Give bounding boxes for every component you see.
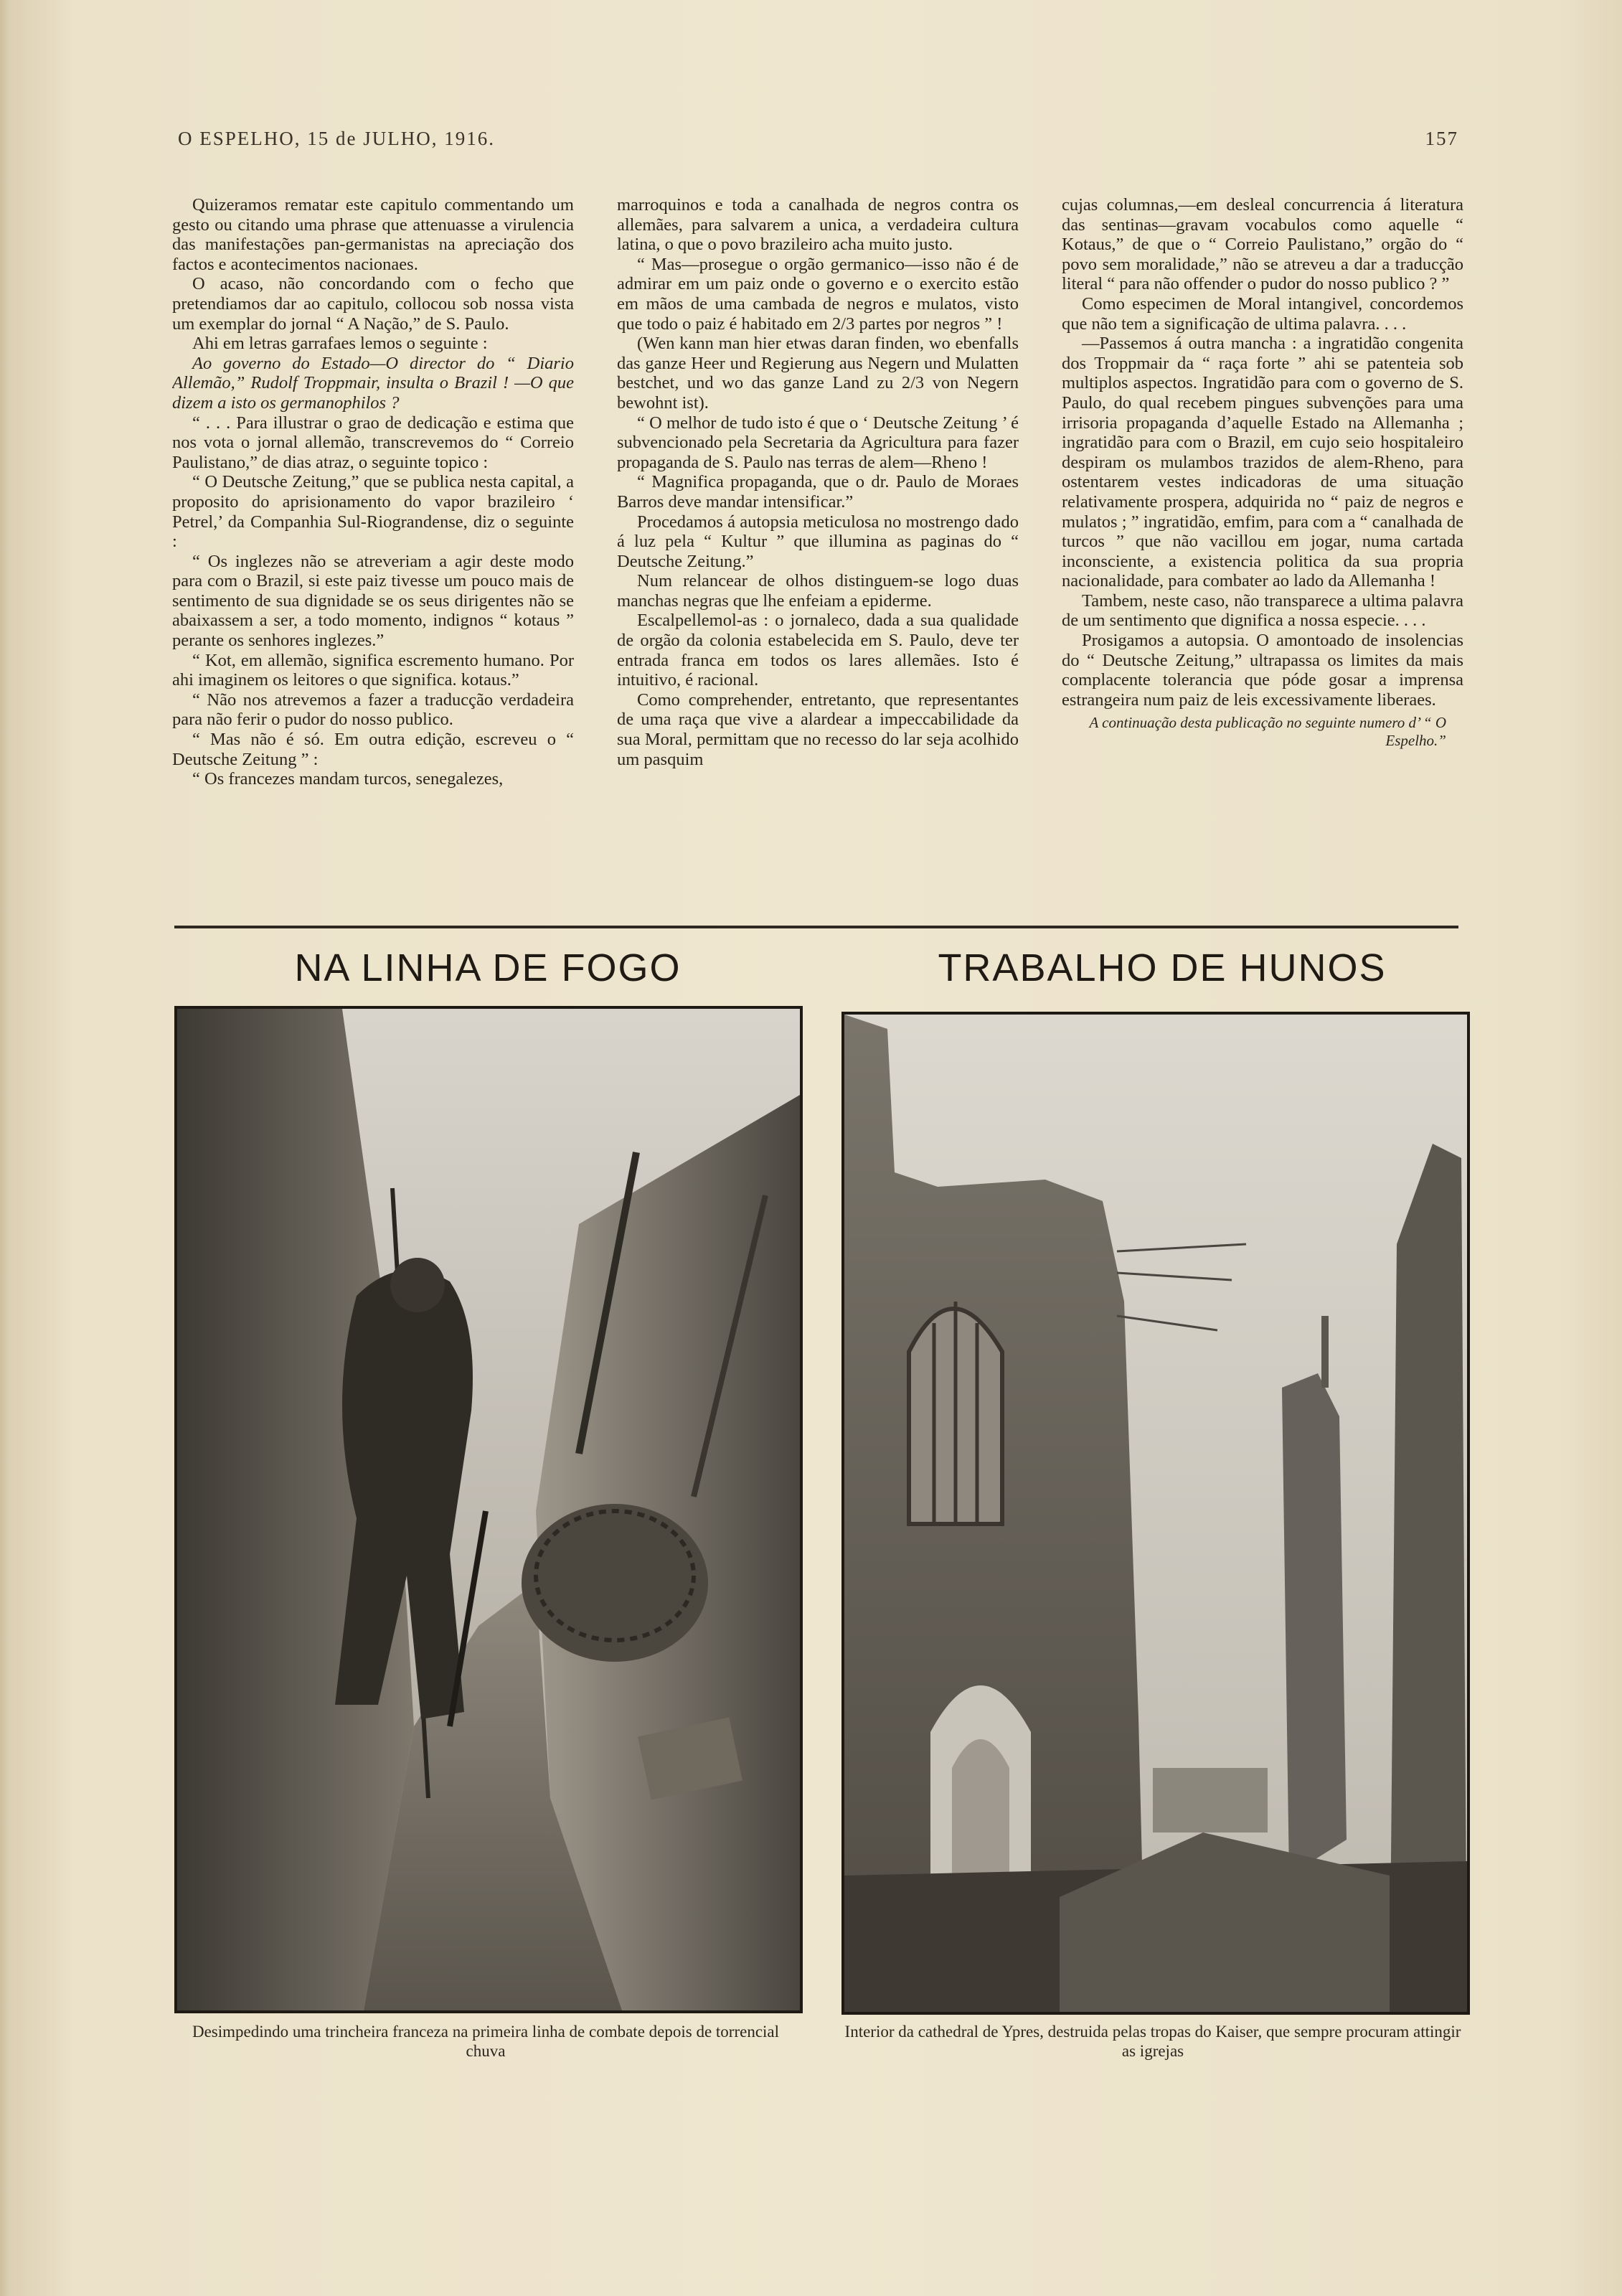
article-paragraph: “ Os francezes mandam turcos, senegalezes, [192,769,504,789]
article-paragraph: “ Kot, em allemão, significa escremento humano. Por ahi imaginem os leitores o que significa. kotaus.” [172,650,574,690]
section-divider-rule [174,926,1458,928]
cathedral-photo-image [844,1015,1467,2012]
article-paragraph: “ Os inglezes não se atreveriam a agir deste modo para com o Brazil, si este paiz tivesse um pouco mais de sentimento de sua dignidade se os seus dirigentes não se abaixassem a ser, a todo momento, indignos “ kotaus ” perante os senhores inglezes.” [172,551,574,651]
article-paragraph: “ Não nos atrevemos a fazer a traducção verdadeira para não ferir o pudor do nosso publico. [172,690,574,730]
right-photo-headline: TRABALHO DE HUNOS [938,946,1387,989]
article-paragraph: (Wen kann man hier etwas daran finden, wo ebenfalls das ganze Heer und Regierung aus Negern und Mulatten bestchet, und wo das ganze Land zu 2/3 von Negern bewohnt ist). [617,334,1019,413]
article-paragraph: “ O melhor de tudo isto é que o ‘ Deutsche Zeitung ’ é subvencionado pela Secretaria da Agricultura para fazer propaganda de S. Paulo nas terras de alem—Rheno ! [617,413,1019,472]
article-paragraph: “ Magnifica propaganda, que o dr. Paulo de Moraes Barros deve mandar intensificar.” [617,472,1019,512]
article-paragraph: Tambem, neste caso, não transparece a ultima palavra de um sentimento que dignifica a nossa especie. . . . [1062,591,1463,631]
article-paragraph: Num relancear de olhos distinguem-se logo duas manchas negras que lhe enfeiam a epiderme. [617,571,1019,611]
article-paragraph: “ O Deutsche Zeitung,” que se publica nesta capital, a proposito do aprisionamento do vapor brazileiro ‘ Petrel,’ da Companhia Sul-Riograndense, diz o seguinte : [172,472,574,552]
publication-date-line: O ESPELHO, 15 de JULHO, 1916. [178,128,495,149]
page-number: 157 [1425,128,1458,149]
trench-photograph [174,1006,803,2013]
article-paragraph: Procedamos á autopsia meticulosa no mostrengo dado á luz pela “ Kultur ” que illumina as paginas do “ Deutsche Zeitung.” [617,512,1019,571]
article-paragraph: “ . . . Para illustrar o grao de dedicação e estima que nos vota o jornal allemão, transcrevemos do “ Correio Paulistano,” de dias atraz, o seguinte topico : [172,413,574,472]
right-photo-caption: Interior da cathedral de Ypres, destruida pelas tropas do Kaiser, que sempre procuram attingir as igrejas [844,2023,1461,2060]
article-columns [172,195,1463,905]
article-paragraph: —Passemos á outra mancha : a ingratidão congenita dos Troppmair da “ raça forte ” ahi se patenteia sob multiplos aspectos. Ingratidão para com o governo de S. Paulo, do qual recebem pingues subvenções para uma irrisoria propaganda d’aquelle Estado na Allemanha ; ingratidão para com o Brazil, em cujo seio hospitaleiro despiram os mulambos trazidos de alem-Rheno, para ostentarem vestes indicadoras de uma situação relativamente prospera, adquirida no “ paiz de negros e mulatos ; ” ingratidão, emfim, para com a “ canalhada de turcos ” que não vacillou em jogar, numa cartada inconsciente, a existencia politica da sua propria nacionalidade, para combater ao lado da Allemanha ! [1062,334,1463,591]
cathedral-ruins-photograph [841,1012,1470,2015]
article-paragraph: Como comprehender, entretanto, que representantes de uma raça que vive a alardear a impeccabilidade da sua Moral, permittam que no recesso do lar seja acolhido um pasquim [617,690,1019,769]
left-photo-headline: NA LINHA DE FOGO [294,946,682,989]
article-paragraph: Escalpellemol-as : o jornaleco, dada a sua qualidade de orgão da colonia estabelecida em S. Paulo, deve ter entrada franca em todos os lares allemães. Isto é intuitivo, é racional. [617,611,1019,690]
article-paragraph: Prosigamos a autopsia. O amontoado de insolencias do “ Deutsche Zeitung,” ultrapassa os limites da mais complacente tolerancia que póde gosar a imprensa estrangeira num paiz de leis excessivamente liberaes. [1062,631,1463,710]
left-photo-caption: Desimpedindo uma trincheira franceza na primeira linha de combate depois de torrencial chuva [192,2023,780,2060]
article-column-2 [617,195,1019,905]
article-paragraph: marroquinos e toda a canalhada de negros contra os allemães, para salvarem a unica, a verdadeira cultura latina, o que o povo brazileiro acha muito justo. [617,195,1019,255]
running-head [178,128,1458,156]
article-column-3 [1062,195,1463,905]
article-paragraph: “ Mas não é só. Em outra edição, escreveu o “ Deutsche Zeitung ” : [172,730,574,769]
article-paragraph: “ Mas—prosegue o orgão germanico—isso não é de admirar em um paiz onde o governo e o exercito estão em mãos de uma cambada de negros e mulatos, visto que todo o paiz é habitado em 2/3 partes por negros ” ! [617,254,1019,334]
article-paragraph: Ao governo do Estado—O director do “ Diario Allemão,” Rudolf Troppmair, insulta o Brazil ! —O que dizem a isto os germanophilos ? [172,353,574,413]
article-paragraph: A continuação desta publicação no seguinte numero d’ “ O Espelho.” [1089,714,1446,750]
article-paragraph: Como especimen de Moral intangivel, concordemos que não tem a significação de ultima palavra. . . . [1062,293,1463,334]
article-column-1 [172,195,574,905]
article-paragraph: cujas columnas,—em desleal concurrencia á literatura das sentinas—gravam vocabulos como aquelle “ Kotaus,” de que o “ Correio Paulistano,” orgão do “ povo sem moralidade,” não se atreveu a dar a traducção literal “ para não offender o pudor do nosso publico ? ” [1062,195,1463,294]
trench-photo-image [177,1009,800,2010]
article-paragraph: Ahi em letras garrafaes lemos o seguinte : [192,334,488,354]
article-paragraph: O acaso, não concordando com o fecho que pretendiamos dar ao capitulo, collocou sob nossa vista um exemplar do jornal “ A Nação,” de S. Paulo. [172,274,574,334]
article-paragraph: Quizeramos rematar este capitulo commentando um gesto ou citando uma phrase que attenuasse a virulencia das manifestações pan-germanistas na apreciação dos factos e acontecimentos nacionaes. [172,195,574,274]
